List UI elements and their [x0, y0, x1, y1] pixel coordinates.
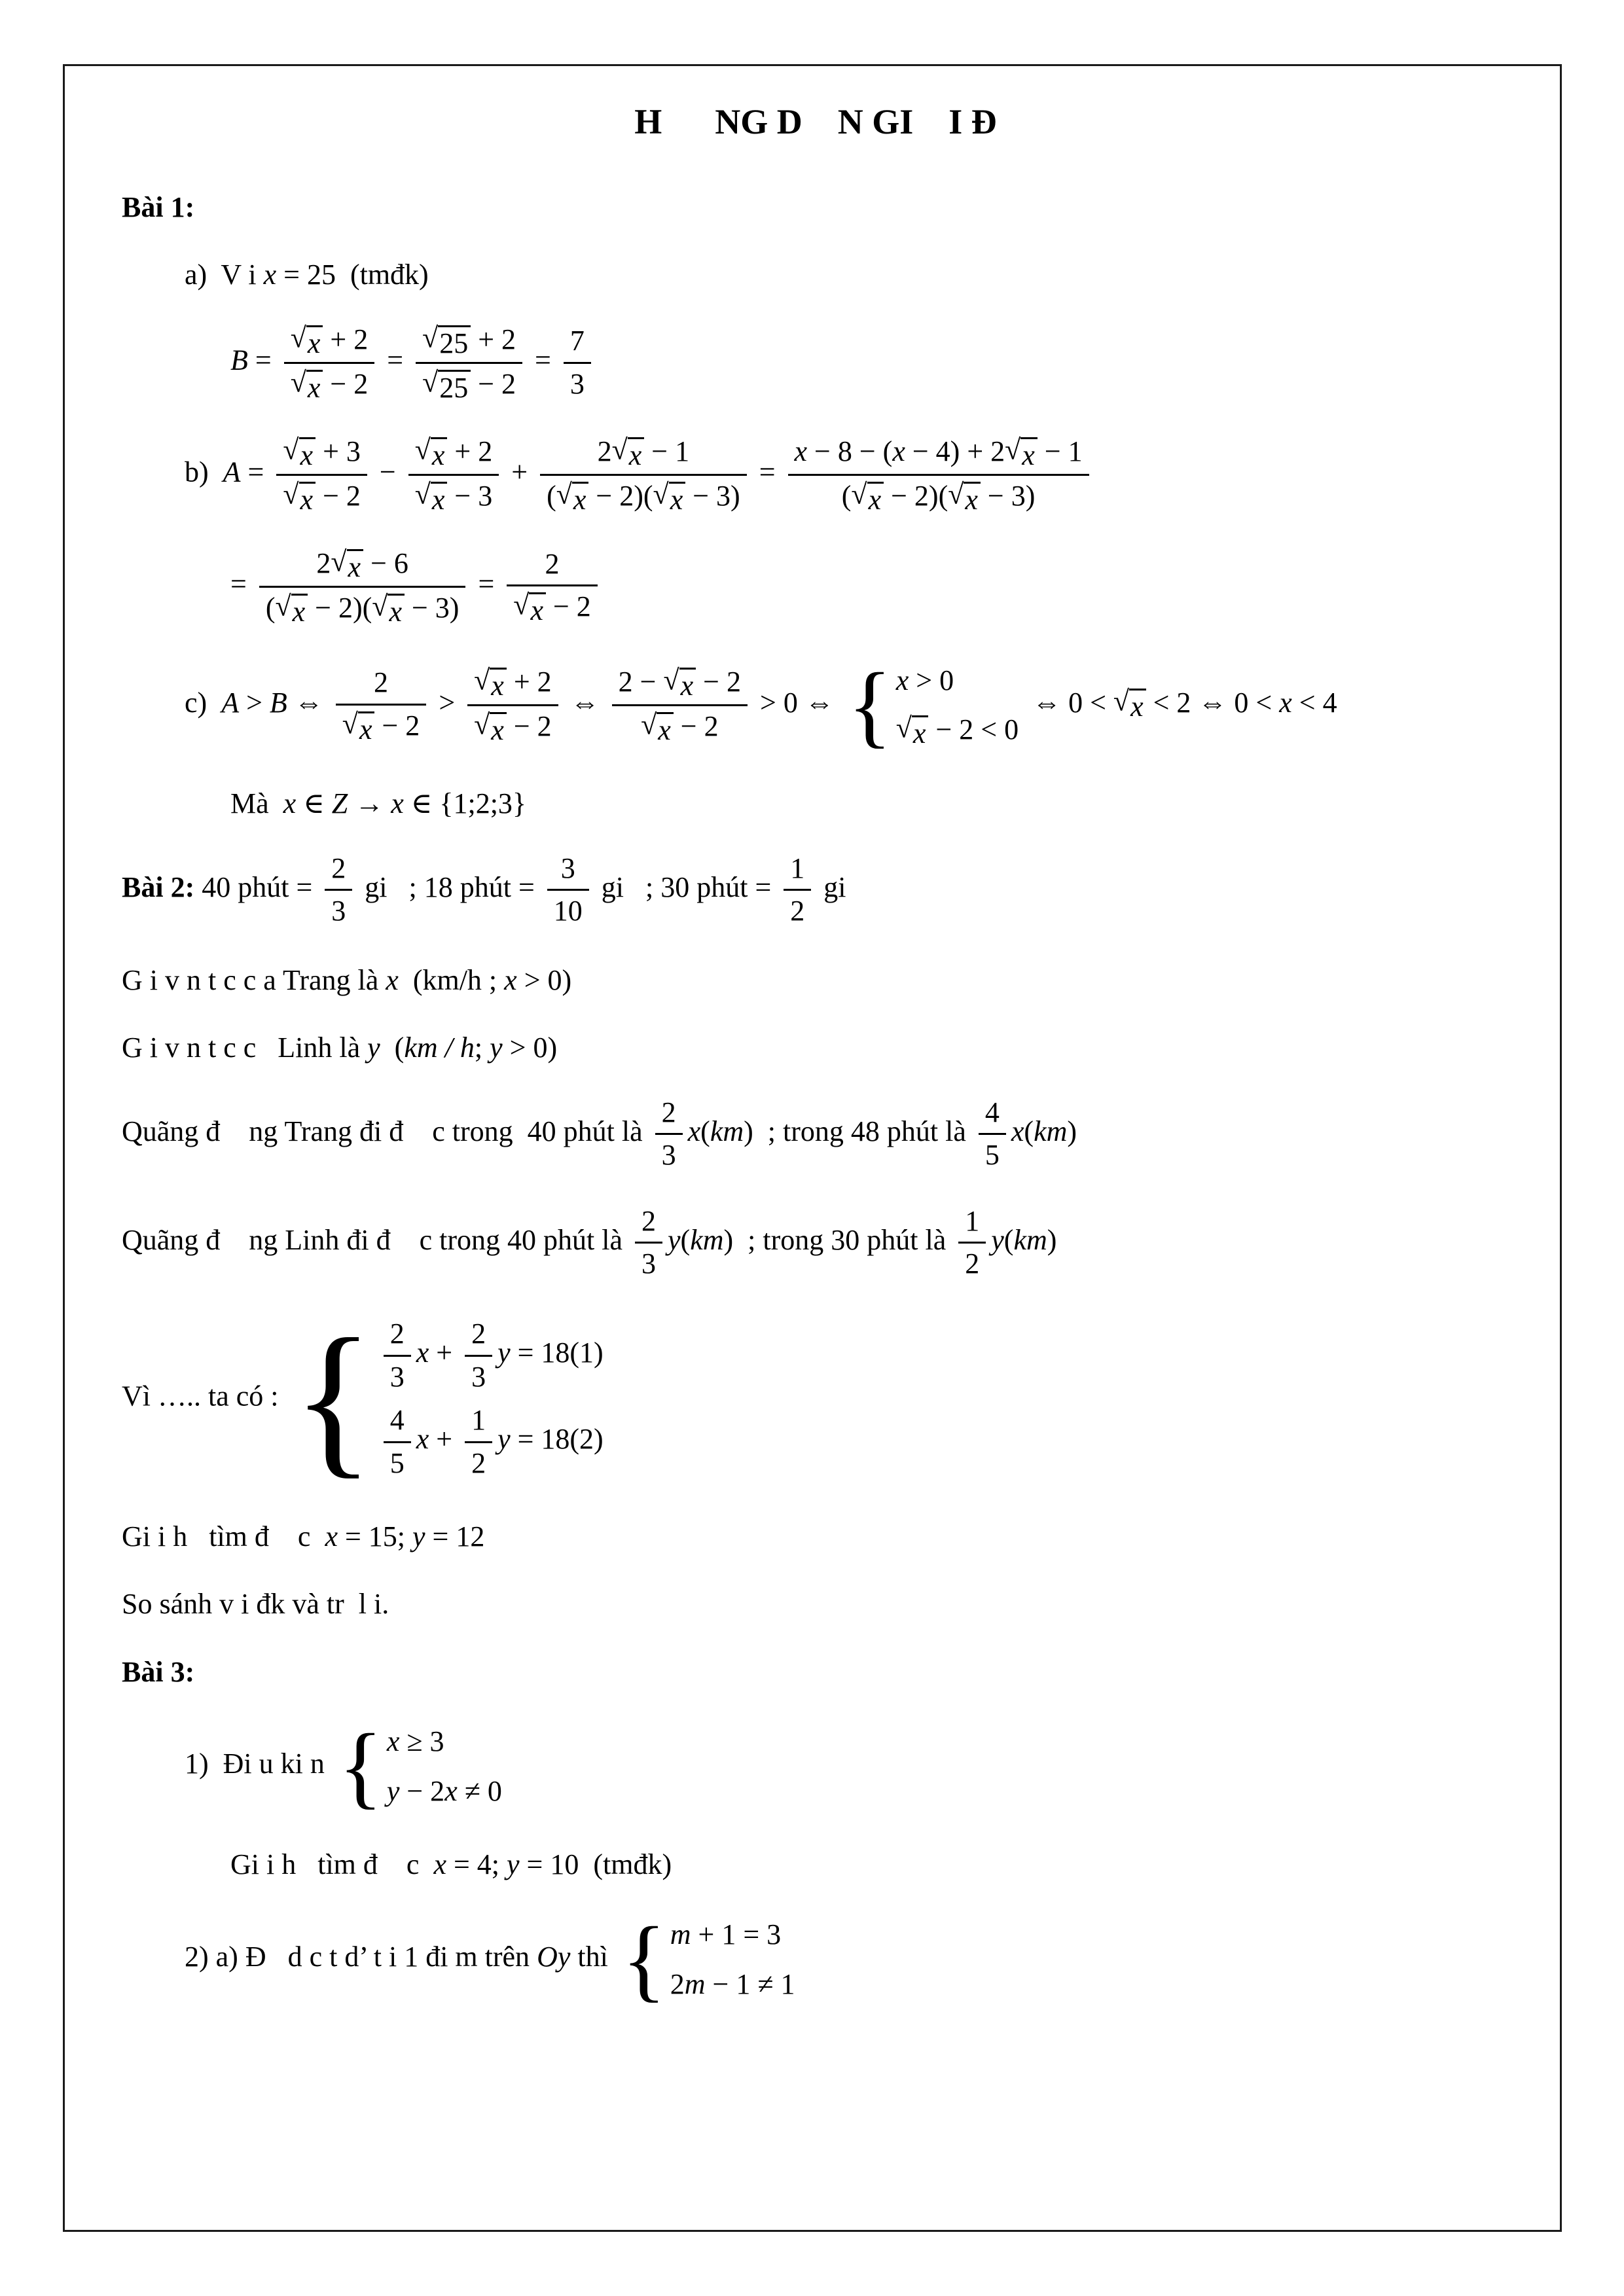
case-line: x ≥ 3 — [386, 1725, 444, 1758]
sqrt-radical — [283, 433, 316, 471]
radical-sign: √ — [275, 590, 291, 622]
sqrt-radical — [414, 478, 448, 516]
radical-sign: √ — [1005, 433, 1021, 466]
sqrt-radical — [1005, 433, 1038, 471]
italic-text: x — [680, 669, 694, 702]
italic-text: x — [416, 1423, 429, 1456]
italic-text: x — [491, 713, 504, 746]
italic-text: km — [1013, 1223, 1047, 1256]
italic-text: x — [307, 327, 321, 359]
italic-text: B — [269, 686, 287, 719]
italic-text: y — [386, 1774, 400, 1807]
fraction: $\frac{1}{2}$ — [465, 1404, 492, 1480]
italic-text: x — [263, 259, 277, 291]
italic-text: B — [230, 344, 248, 376]
radical-sign: √ — [895, 711, 912, 744]
radical-sign: √ — [948, 478, 964, 511]
bai2-distance-trang: Quãng đ ng Trang đi đ c trong 40 phút là $\frac{2}{3}$ x(km) ; trong 48 phút là $\frac{4}{5}$ x(km) — [122, 1096, 1077, 1172]
radical-sign: √ — [1113, 684, 1130, 717]
sqrt-radical — [283, 478, 316, 516]
bai1-b-continued: = 2 √ x − 6 ( √ x − 2)( √ x − 3) = 2 √ x − 2 — [122, 547, 1509, 626]
fraction: $\frac{4}{5}$ — [384, 1404, 411, 1480]
italic-text: y — [668, 1223, 681, 1256]
fraction: $\frac{2}{3}$ — [384, 1318, 411, 1393]
italic-text: Oy — [537, 1940, 571, 1973]
radical-sign: √ — [663, 664, 679, 696]
fraction: x − 8 − (x − 4) + 2 √ x − 1 ( √ x − 2)( √ x − 3) — [788, 435, 1089, 514]
italic-text: m — [684, 1967, 706, 2000]
sqrt-radical — [513, 588, 546, 627]
sqrt-radical — [474, 664, 507, 702]
bai2-compare: So sánh v i đk và tr l i. — [122, 1588, 389, 1621]
fraction: $\frac{1}{2}$ — [958, 1205, 986, 1281]
radical-sign: √ — [422, 321, 439, 354]
bai1-c-conclusion: Mà x ∈ Z → x ∈ {1;2;3} — [230, 787, 527, 820]
italic-text: x — [687, 1115, 701, 1147]
italic-text: A — [221, 686, 240, 719]
sqrt-radical: √ 25 — [422, 370, 471, 403]
bai1-item-c: c) A > B ⇔ 2 √ x − 2 > √ x + 2 √ x − 2 ⇔ 2 − √ x − 2 √ x − 2 > 0 ⇔ { x > 0 √ x − 2 < 0 ⇔ 0 < √ x < 2 ⇔ 0 < x < 4 — [185, 653, 1337, 757]
fraction: 2 √ x − 2 — [507, 548, 598, 626]
fraction: 2 − √ x − 2 √ x − 2 — [612, 666, 748, 745]
italic-text: x — [1022, 439, 1035, 471]
sqrt-radical: √ 25 — [422, 325, 471, 358]
sqrt-radical — [1113, 684, 1146, 723]
radical-sign: √ — [331, 545, 347, 578]
italic-text: x — [348, 550, 361, 583]
italic-text: x — [444, 1774, 458, 1807]
fraction: $\frac{7}{3}$ — [564, 325, 591, 401]
fraction: √ 25 + 2 √ 25 − 2 — [416, 323, 522, 403]
case-line: x > 0 — [895, 664, 954, 697]
sqrt-radical — [275, 590, 308, 628]
italic-text: x — [530, 594, 543, 627]
bai3-item-1: 1) Đi u ki n { x ≥ 3 y − 2x ≠ 0 — [185, 1714, 502, 1818]
italic-text: km — [710, 1115, 744, 1147]
fraction: √ x + 2 √ x − 3 — [408, 435, 499, 514]
italic-text: x — [895, 664, 909, 697]
bai1-item-b: b) A = √ x + 3 √ x − 2 − √ x + 2 √ x − 3 + 2 √ x − 1 ( √ x − 2)( √ x − 3) = x − 8 − (x − 4) + 2 √ x − 1 ( √ x − 2)( √ x − 3) — [122, 435, 1509, 514]
bai1-a-equation: B = √ x + 2 √ x − 2 = √ 25 + 2 √ 25 − 2 = $\frac{7}{3}$ — [122, 323, 1509, 403]
sqrt-radical — [895, 711, 929, 750]
case-line: 2m − 1 ≠ 1 — [670, 1967, 795, 2000]
case-line: y − 2x ≠ 0 — [386, 1774, 502, 1807]
radical-sign: √ — [342, 708, 358, 740]
italic-text: x — [325, 1520, 338, 1552]
radical-sign: √ — [283, 433, 299, 466]
radical-sign: √ — [414, 433, 431, 466]
case-line: m + 1 = 3 — [670, 1918, 782, 1951]
left-brace: { — [292, 1304, 374, 1493]
italic-text: x — [573, 483, 586, 516]
italic-text: x — [386, 963, 399, 996]
radical-sign: √ — [414, 478, 431, 511]
fraction: $\frac{1}{2}$ — [784, 852, 811, 928]
radical-sign: √ — [474, 708, 490, 741]
italic-text: km — [1034, 1115, 1068, 1147]
case-line: √ x − 2 < 0 — [895, 711, 1019, 750]
bai2-var-x: G i v n t c c a Trang là x (km/h ; x > 0) — [122, 963, 572, 996]
italic-text: y — [490, 1031, 503, 1064]
radical-sign: √ — [653, 478, 669, 511]
sqrt-radical — [331, 545, 363, 583]
radical-sign: √ — [611, 433, 628, 466]
radical-sign: √ — [372, 590, 388, 622]
italic-text: x — [892, 435, 905, 467]
italic-text: m — [670, 1918, 691, 1951]
italic-text: Z — [331, 787, 348, 820]
fraction: 2 √ x − 2 — [336, 666, 427, 744]
bai-2-intro: Bài 2: 40 phút = $\frac{2}{3}$ gi ; 18 phút = $\frac{3}{10}$ gi ; 30 phút = $\frac{1}{2}$ gi — [122, 852, 846, 927]
radical-sign: √ — [641, 708, 657, 741]
italic-text: x — [386, 1725, 400, 1758]
italic-text: y — [367, 1031, 380, 1064]
italic-text: x — [504, 963, 517, 996]
bai2-system: Vì ….. ta có : { $\frac{2}{3}$ x + $\frac{2}{3}$ y = 18(1) $\frac{4}{5}$ x + $\frac{1}{2}$ y = 18(2) — [122, 1304, 604, 1493]
radical-sign: √ — [513, 588, 530, 621]
italic-text: x — [431, 483, 445, 516]
sqrt-radical — [641, 708, 674, 746]
radical-sign: √ — [283, 478, 299, 511]
italic-text: x — [491, 669, 504, 702]
sqrt-radical — [414, 433, 448, 471]
italic-text: y — [497, 1423, 511, 1456]
bai2-distance-linh: Quãng đ ng Linh đi đ c trong 40 phút là $\frac{2}{3}$ y(km) ; trong 30 phút là $\frac{1}{2}$ y(km) — [122, 1204, 1057, 1280]
italic-text: x — [389, 595, 402, 628]
fraction: √ x + 2 √ x − 2 — [467, 666, 558, 745]
bold-text: Bài 3: — [122, 1655, 195, 1688]
italic-text: x — [628, 439, 642, 471]
italic-text: x — [1279, 686, 1292, 719]
bai1-item-a: a) V i x = 25 (tmđk) — [185, 259, 429, 291]
fraction: $\frac{3}{10}$ — [547, 852, 589, 928]
cases-system — [847, 653, 1019, 757]
fraction: 2 √ x − 6 ( √ x − 2)( √ x − 3) — [259, 547, 466, 626]
bold-text: Bài 1: — [122, 190, 195, 223]
italic-text: x — [670, 483, 683, 516]
bai2-solve: Gi i h tìm đ c x = 15; y = 12 — [122, 1520, 485, 1552]
sqrt-radical — [290, 366, 323, 404]
radical-sign: √ — [851, 478, 867, 511]
bai3-1-solve: Gi i h tìm đ c x = 4; y = 10 (tmđk) — [230, 1848, 672, 1881]
italic-text: x — [868, 483, 882, 516]
sqrt-radical — [948, 478, 981, 516]
doc-title: H NG D N GI I Đ — [634, 102, 997, 141]
italic-text: x — [300, 439, 314, 471]
sqrt-radical — [342, 708, 375, 745]
sqrt-radical — [474, 708, 507, 746]
fraction: 2 √ x − 1 ( √ x − 2)( √ x − 3) — [540, 435, 747, 514]
cases-system — [292, 1304, 604, 1493]
italic-text: x — [1130, 690, 1144, 723]
italic-text: x — [307, 371, 321, 404]
italic-text: x — [359, 713, 372, 745]
radical-sign: √ — [290, 366, 306, 399]
radical-sign: √ — [290, 321, 306, 354]
italic-text: km — [690, 1223, 724, 1256]
fraction: √ x + 3 √ x − 2 — [276, 435, 367, 514]
italic-text: x — [292, 595, 306, 628]
italic-text: km / h — [404, 1031, 475, 1064]
fraction: $\frac{2}{3}$ — [635, 1205, 662, 1281]
cases-system — [621, 1907, 795, 2011]
document-content — [122, 98, 1509, 2038]
italic-text: x — [965, 483, 978, 516]
fraction: $\frac{4}{5}$ — [979, 1096, 1006, 1172]
italic-text: x — [433, 1848, 446, 1881]
bai2-var-y: G i v n t c c Linh là y (km / h; y > 0) — [122, 1031, 558, 1064]
left-brace: { — [621, 1907, 666, 2011]
radical-sign: √ — [556, 478, 572, 511]
sqrt-radical — [372, 590, 405, 628]
sqrt-radical — [290, 321, 323, 359]
italic-text: x — [1011, 1115, 1024, 1147]
case-line: $\frac{2}{3}$ x + $\frac{2}{3}$ y = 18(1) — [378, 1318, 604, 1393]
italic-text: x — [416, 1336, 429, 1369]
radical-sign: √ — [422, 366, 439, 399]
italic-text: x — [658, 713, 671, 746]
italic-text: y — [412, 1520, 425, 1552]
italic-text: y — [507, 1848, 520, 1881]
fraction: $\frac{2}{3}$ — [465, 1318, 492, 1393]
bai-1-heading — [122, 188, 1509, 226]
sqrt-radical — [556, 478, 589, 516]
italic-text: y — [497, 1336, 511, 1369]
radical-sign: √ — [474, 664, 490, 696]
sqrt-radical — [851, 478, 884, 516]
italic-text: x — [283, 787, 297, 820]
fraction: $\frac{2}{3}$ — [325, 852, 352, 928]
bai-3-heading — [122, 1653, 1509, 1691]
italic-text: x — [300, 483, 314, 516]
sqrt-radical — [611, 433, 645, 471]
bold-text: Bài 2: — [122, 870, 195, 903]
case-line: $\frac{4}{5}$ x + $\frac{1}{2}$ y = 18(2) — [378, 1404, 604, 1480]
italic-text: x — [431, 439, 445, 471]
left-brace: { — [847, 653, 892, 757]
sqrt-radical — [663, 664, 696, 702]
left-brace: { — [338, 1714, 383, 1818]
italic-text: x — [912, 717, 926, 750]
italic-text: y — [991, 1223, 1004, 1256]
italic-text: A — [223, 456, 241, 488]
fraction: √ x + 2 √ x − 2 — [284, 323, 375, 403]
italic-text: x — [391, 787, 404, 820]
sqrt-radical — [653, 478, 686, 516]
italic-text: x — [794, 435, 808, 467]
bai3-item-2a: 2) a) Đ d c t d’ t i 1 đi m trên Oy thì { m + 1 = 3 2m − 1 ≠ 1 — [185, 1907, 795, 2011]
fraction: $\frac{2}{3}$ — [655, 1096, 683, 1172]
